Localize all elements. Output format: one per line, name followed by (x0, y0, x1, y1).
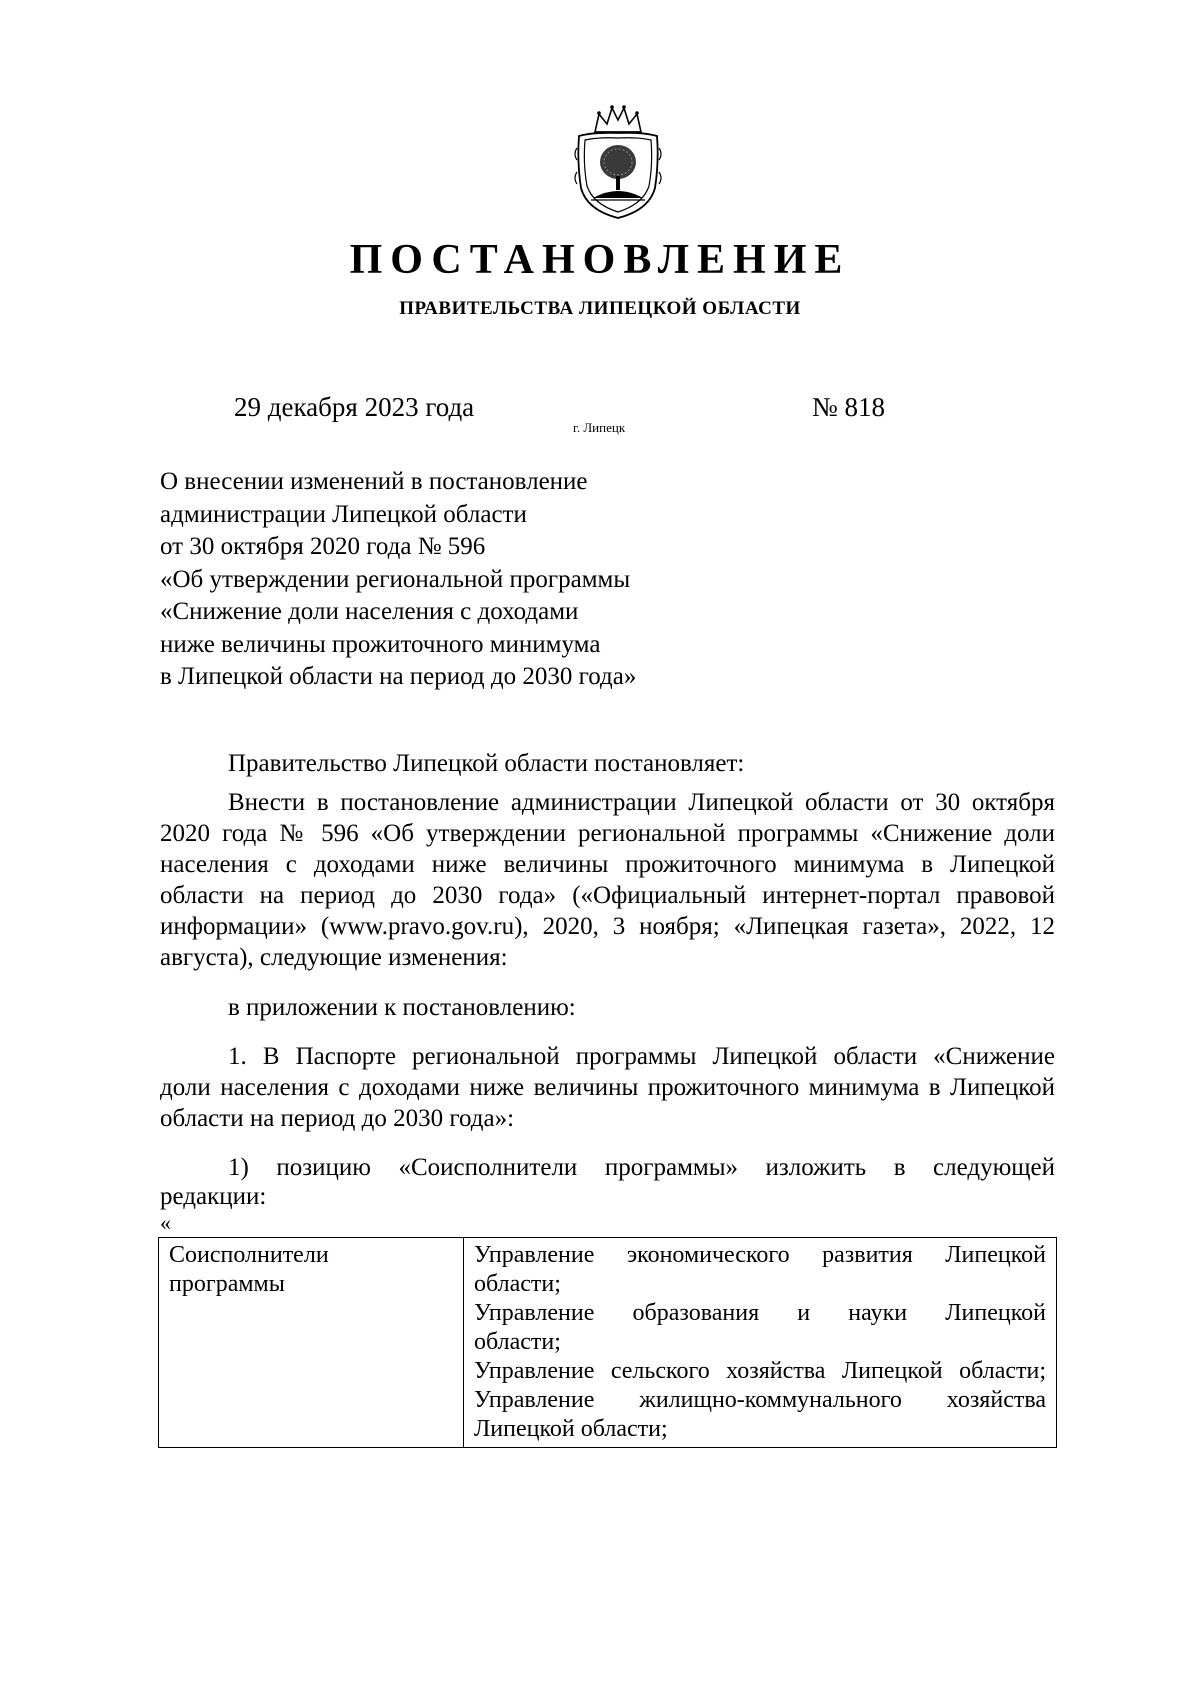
main-paragraph-line: области на период до 2030 года» («Официальный интернет-портал правовой (160, 882, 1055, 909)
cell-line: области; (474, 1329, 561, 1355)
issuing-authority: ПРАВИТЕЛЬСТВА ЛИПЕЦКОЙ ОБЛАСТИ (399, 298, 801, 319)
table-row (159, 1238, 1057, 1448)
appendix-intro: в приложении к постановлению: (228, 994, 576, 1021)
subject-line: администрации Липецкой области (160, 500, 527, 528)
cell-line: области; (474, 1271, 561, 1297)
subject-line: ниже величины прожиточного минимума (160, 630, 601, 658)
open-quote-mark: « (160, 1210, 171, 1235)
main-paragraph-line: августа), следующие изменения: (160, 944, 508, 971)
cell-line: Липецкой области; (474, 1416, 668, 1442)
item1-line: 1. В Паспорте региональной программы Липецкой области «Снижение (228, 1043, 1055, 1070)
table-cell-value (464, 1238, 1057, 1448)
document-city: г. Липецк (573, 420, 626, 435)
cell-line: Управление образования и науки Липецкой (474, 1300, 1046, 1326)
subject-line: от 30 октября 2020 года № 596 (160, 533, 486, 560)
subject-line: в Липецкой области на период до 2030 года» (160, 663, 637, 690)
subject-line: «Снижение доли населения с доходами (160, 598, 579, 625)
cell-line: программы (169, 1271, 285, 1297)
coat-of-arms-emblem (573, 102, 663, 222)
main-paragraph-line: Внести в постановление администрации Липецкой области от 30 октября (228, 789, 1055, 816)
item1-line: доли населения с доходами ниже величины прожиточного минимума в Липецкой (160, 1074, 1055, 1101)
cell-line: Управление жилищно-коммунального хозяйства (474, 1387, 1046, 1413)
cell-line: Управление сельского хозяйства Липецкой области; (474, 1358, 1046, 1384)
subject-line: «Об утверждении региональной программы (160, 565, 631, 593)
item1-line: области на период до 2030 года»: (160, 1105, 515, 1132)
main-paragraph-line: населения с доходами ниже величины прожиточного минимума в Липецкой (160, 851, 1055, 878)
document-date: 29 декабря 2023 года (234, 392, 475, 422)
document-type-title: ПОСТАНОВЛЕНИЕ (349, 237, 851, 283)
co-executors-table (158, 1237, 1057, 1448)
table-cell-label (159, 1238, 464, 1448)
main-paragraph-line: информации» (www.pravo.gov.ru), 2020, 3 ноября; «Липецкая газета», 2022, 12 (160, 913, 1055, 940)
cell-line: Соисполнители (169, 1242, 329, 1268)
item1-1-line: 1) позицию «Соисполнители программы» изложить в следующей (228, 1154, 1055, 1181)
subject-line: О внесении изменений в постановление (160, 468, 588, 495)
main-paragraph-line: 2020 года № 596 «Об утверждении региональной программы «Снижение доли (160, 820, 1055, 847)
item1-1-line: редакции: (160, 1183, 267, 1210)
cell-line: Управление экономического развития Липецкой (474, 1242, 1046, 1268)
document-number: № 818 (812, 392, 886, 422)
preamble-text: Правительство Липецкой области постановляет: (228, 750, 745, 777)
document-subject (160, 466, 636, 694)
